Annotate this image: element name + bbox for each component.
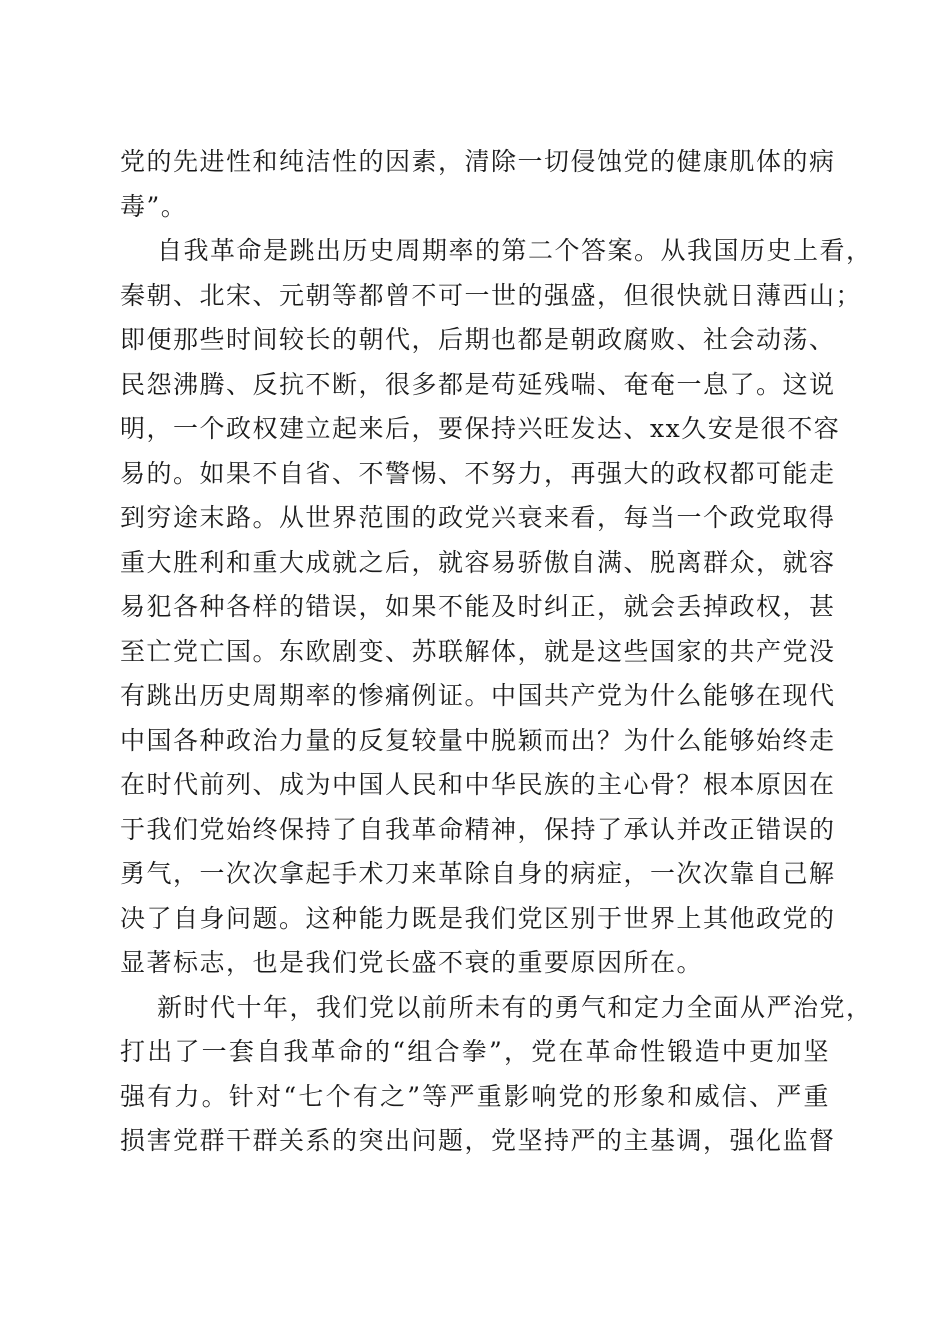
text-line: 毒”。 xyxy=(120,191,188,221)
text-line: 明，一个政权建立起来后，要保持兴旺发达、xx久安是很不容 xyxy=(120,414,841,443)
text-line: 勇气，一次次拿起手术刀来革除自身的病症，一次次靠自己解 xyxy=(120,859,836,888)
text-line: 中国各种政治力量的反复较量中脱颖而出？为什么能够始终走 xyxy=(120,725,836,755)
text-line: 有跳出历史周期率的惨痛例证。中国共产党为什么能够在现代 xyxy=(120,681,836,710)
text-line: 民怨沸腾、反抗不断，很多都是苟延残喘、奄奄一息了。这说 xyxy=(120,369,836,399)
text-line: 重大胜利和重大成就之后，就容易骄傲自满、脱离群众，就容 xyxy=(120,547,836,577)
text-line: 易的。如果不自省、不警惕、不努力，再强大的政权都可能走 xyxy=(120,458,836,488)
text-line: 至亡党亡国。东欧剧变、苏联解体，就是这些国家的共产党没 xyxy=(120,636,836,666)
body-text xyxy=(120,140,873,1164)
text-line: 到穷途末路。从世界范围的政党兴衰来看，每当一个政党取得 xyxy=(120,503,836,532)
text-line: 即便那些时间较长的朝代，后期也都是朝政腐败、社会动荡、 xyxy=(120,325,836,354)
text-line: 损害党群干群关系的突出问题，党坚持严的主基调，强化监督 xyxy=(120,1126,836,1155)
text-line: 决了自身问题。这种能力既是我们党区别于世界上其他政党的 xyxy=(120,903,836,933)
text-line: 在时代前列、成为中国人民和中华民族的主心骨？根本原因在 xyxy=(120,770,836,799)
text-line: 打出了一套自我革命的“组合拳”，党在革命性锻造中更加坚 xyxy=(120,1037,830,1066)
paragraph-first-line: 新时代十年，我们党以前所未有的勇气和定力全面从严治党， xyxy=(157,992,873,1022)
text-line: 于我们党始终保持了自我革命精神，保持了承认并改正错误的 xyxy=(120,814,836,844)
text-line: 秦朝、北宋、元朝等都曾不可一世的强盛，但很快就日薄西山； xyxy=(120,280,863,310)
paragraph-first-line: 自我革命是跳出历史周期率的第二个答案。从我国历史上看， xyxy=(157,236,873,265)
text-line: 党的先进性和纯洁性的因素，清除一切侵蚀党的健康肌体的病 xyxy=(120,147,836,176)
text-line: 显著标志，也是我们党长盛不衰的重要原因所在。 xyxy=(120,948,704,977)
text-line: 易犯各种各样的错误，如果不能及时纠正，就会丢掉政权，甚 xyxy=(120,592,836,621)
text-line: 强有力。针对“七个有之”等严重影响党的形象和威信、严重 xyxy=(120,1081,830,1111)
